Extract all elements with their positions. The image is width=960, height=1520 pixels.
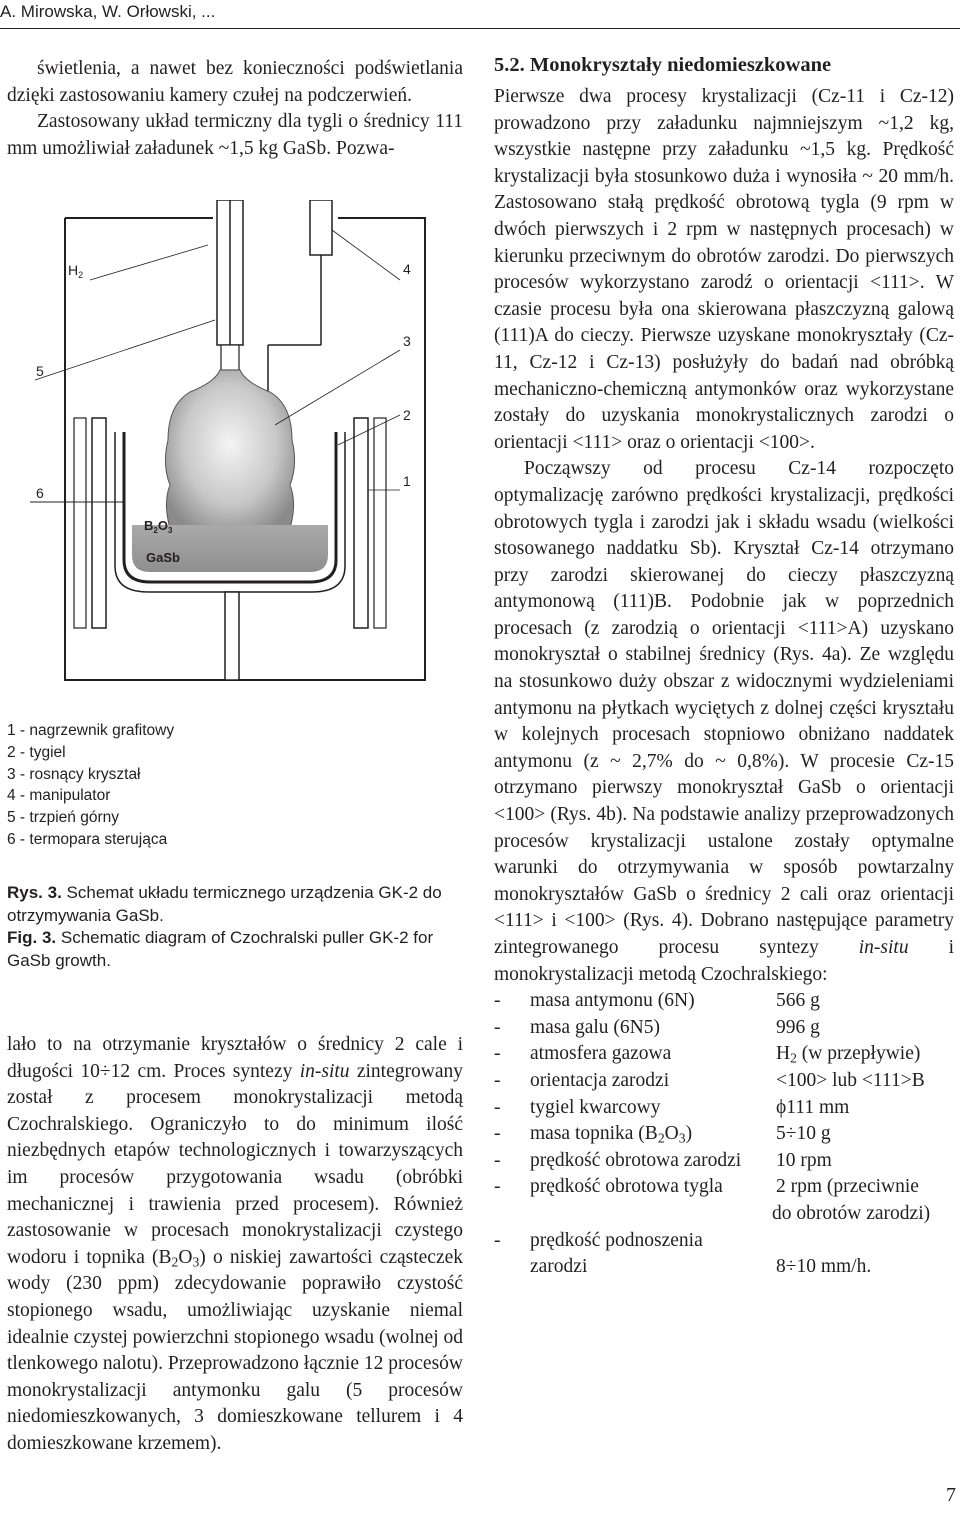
legend-item: 3 - rosnący kryształ <box>7 765 141 783</box>
caption-english <box>7 927 463 972</box>
figure-captions <box>7 882 463 972</box>
figure-diagram <box>20 200 450 695</box>
label-5: 5 <box>36 363 44 379</box>
section-title: 5.2. Monokryształy niedomieszkowane <box>494 54 832 76</box>
label-gasb: GaSb <box>146 550 180 565</box>
growing-crystal <box>165 370 294 535</box>
param-row-continued: zarodzi 8÷10 mm/h. <box>530 1256 872 1278</box>
figure-czochralski-puller <box>20 200 450 695</box>
left-top-paragraph: świetlenia, a nawet bez konieczności podświetlania dzięki zastosowaniu kamery czułej na podczerwień. <box>7 58 463 106</box>
caption-en-label: Fig. 3. <box>7 928 57 947</box>
running-head: A. Mirowska, W. Orłowski, ... <box>0 2 216 21</box>
param-row: - prędkość obrotowa zarodzi 10 rpm <box>494 1149 832 1171</box>
label-6: 6 <box>36 485 44 501</box>
label-4: 4 <box>403 261 411 277</box>
left-bottom-paragraph: lało to na otrzymanie kryształów o średnicy 2 cale i długości 10÷12 cm. Proces syntezy in-situ zintegrowany został z procesem monokrystalizacji metodą Czochralskiego. Ograniczyło to do minimum ilość niezbędnych etapów technologicznych i towarzyszących im procesów przygotowania wsadu (obróbki mechanicznej i trawienia przed procesem). Również zastosowanie w procesach monokrystalizacji czystego wodoru i topnika $(B_2O_3)$ o niskiej zawartości cząsteczek wody (230 ppm) zdecydowanie poprawiło czystość stopionego wsadu, umożliwiając uzyskanie niemal idealnie czystej powierzchni stopionego wsadu (wolnej od tlenkowego nalotu). Przeprowadzono łącznie 12 procesów monokrystalizacji antymonku galu (5 procesów niedomieszkowanych, 3 domieszkowane tellurem i 4 domieszkowane krzemem). <box>7 1034 463 1454</box>
param-row: - tygiel kwarcowy ϕ111 mm <box>494 1096 850 1118</box>
shield-left <box>74 418 86 628</box>
caption-pl-text: Schemat układu termicznego urządzenia GK-2 do otrzymywania GaSb. <box>7 883 442 925</box>
param-row: - atmosfera gazowa $H_2$ (w przepływie) <box>494 1043 921 1066</box>
legend-item: 2 - tygiel <box>7 743 66 761</box>
label-3: 3 <box>403 333 411 349</box>
right-column <box>494 54 954 1281</box>
label-2: 2 <box>403 407 411 423</box>
legend-item: 1 - nagrzewnik grafitowy <box>7 722 175 739</box>
param-row: - masa antymonu (6N) 566 g <box>494 990 820 1012</box>
right-paragraph-1: Pierwsze dwa procesy krystalizacji (Cz-11 i Cz-12) prowadzono przy załadunku najmniejszym ~1,2 kg, wszystkie następne przy załadunku ~1,5 kg. Prędkość krystalizacji była stosunkowo duża i wynosiła ~ 20 mm/h. Zastosowano stałą prędkość obrotową tygla (9 rpm w dwóch pierwszych i 2 rpm w następnych procesach) w kierunku przeciwnym do obrotów zarodzi. Do pierwszych procesów wykorzystano zarodź o orientacji <111>. W czasie procesu była ona skierowana płaszczyzną galową (111)A do cieczy. Pierwsze uzyskane monokryształy (Cz-11, Cz-12 i Cz-13) posłużyły do badań nad obróbką mechaniczno-chemiczną antymonków oraz wykorzystane zostały do uzyskania monokrystalicznych zarodzi o orientacji <111> oraz o orientacji <100>. <box>494 86 954 453</box>
left-top-paragraph-2: Zastosowany układ termiczny dla tygli o średnicy 111 mm umożliwiał załadunek ~1,5 kg GaSb. Pozwa- <box>7 111 463 159</box>
header-rule <box>0 28 960 29</box>
legend-item: 4 - manipulator <box>7 787 111 805</box>
param-row: - masa galu (6N5) 996 g <box>494 1016 820 1038</box>
caption-polish <box>7 882 463 927</box>
param-row: - prędkość obrotowa tygla 2 rpm (przeciwnie <box>494 1176 919 1198</box>
param-row-continued: do obrotów zarodzi) <box>772 1202 931 1224</box>
label-1: 1 <box>403 473 411 489</box>
heater-left <box>92 418 106 628</box>
crucible-pedestal <box>225 592 239 680</box>
label-b2o3: $B_2O_3$ <box>144 518 173 535</box>
left-top-text <box>7 56 463 162</box>
label-h2: $H_2$ <box>68 262 84 280</box>
page-number: 7 <box>946 1484 956 1506</box>
heater-right <box>354 418 368 628</box>
param-row: - orientacja zarodzi <100> lub <111>B <box>494 1069 925 1091</box>
shield-right <box>374 418 386 628</box>
figure-legend <box>7 720 337 851</box>
left-bottom-text <box>7 1032 463 1458</box>
caption-pl-label: Rys. 3. <box>7 883 62 902</box>
legend-item: 5 - trzpień górny <box>7 809 119 827</box>
legend-item: 6 - termopara sterująca <box>7 830 168 848</box>
param-row: - prędkość podnoszenia <box>494 1229 703 1251</box>
right-paragraph-2: Począwszy od procesu Cz-14 rozpoczęto optymalizację zarówno prędkości krystalizacji, prędkości obrotowych tygla i zarodzi jak i składu wsadu (wielkości stosowanego naddatku Sb). Kryształ Cz-14 otrzymano przy zarodzi skierowanej do cieczy płaszczyzną antymonową (111)B. Podobnie jak w poprzednich procesach (z zarodzią o orientacji <111>A) uzyskano monokryształ o stabilnej średnicy (Rys. 4a). Ze względu na stosunkowo duży obszar z widocznymi wydzieleniami antymonu na płytkach wyciętych z dolnej części kryształu w kolejnych procesach stopniowo obniżano naddatek antymonu (z ~ 2,7% do ~ 0,8%). W procesie Cz-15 otrzymano pierwszy monokryształ GaSb o orientacji <100> (Rys. 4b). Na podstawie analizy przeprowadzonych procesów krystalizacji ustalone zostały optymalne warunki do otrzymywania w sposób powtarzalny monokryształów GaSb o średnicy 2 cali oraz orientacji <111> i <100> (Rys. 4). Dobrano następujące parametry zintegrowanego procesu syntezy in-situ i monokrystalizacji metodą Czochralskiego: <box>494 458 954 985</box>
param-row: - masa topnika $(B_2O_3)$ 5÷10 g <box>494 1123 831 1146</box>
caption-en-text: Schematic diagram of Czochralski puller GK-2 for GaSb growth. <box>7 928 434 970</box>
parameter-list <box>494 988 954 1281</box>
manipulator-rod <box>310 200 332 255</box>
